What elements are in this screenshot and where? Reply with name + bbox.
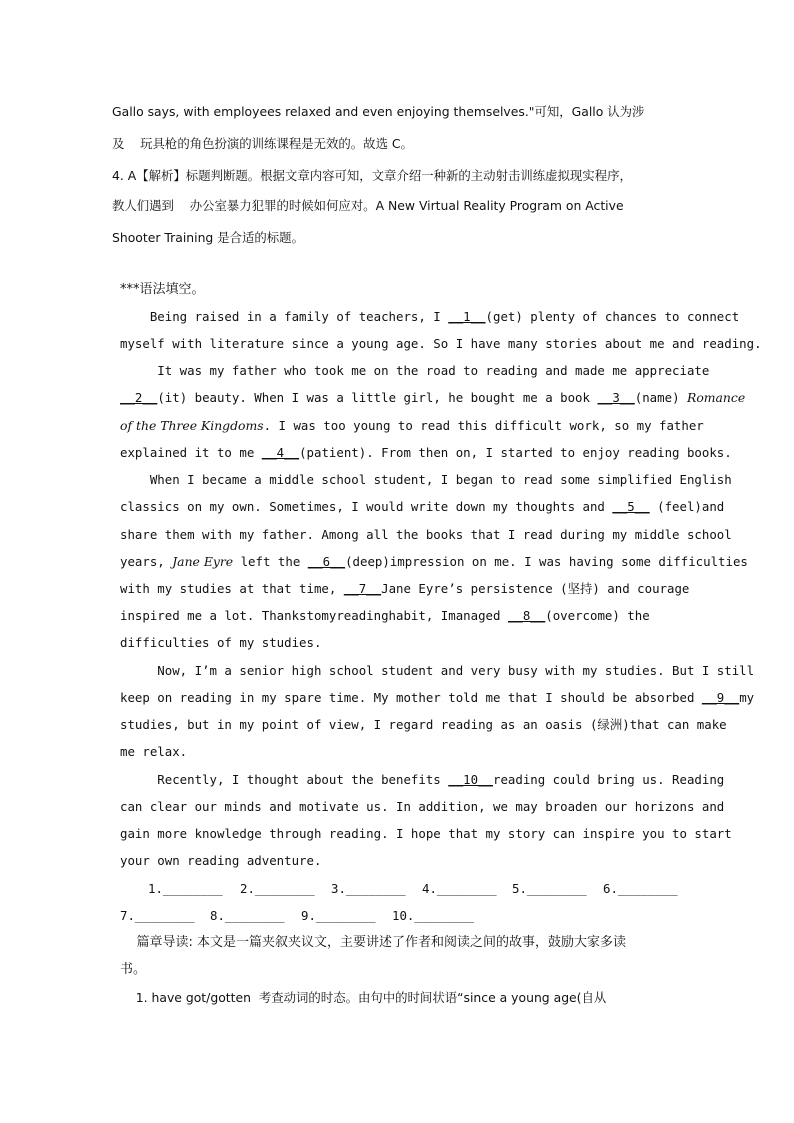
text-run: classics on my own. Sometimes, I would write down my thoughts and — [120, 499, 613, 514]
text-run: left the — [233, 554, 308, 569]
text-run: (patient). From then on, I started to enjoy reading books. — [299, 445, 732, 460]
text-run: Jane Eyre’s persistence (坚持) and courage — [381, 581, 690, 596]
answer-blank-6[interactable]: 6.________ — [603, 881, 678, 896]
passage-line — [120, 554, 748, 570]
answer-blank-2[interactable]: 2.________ — [240, 881, 315, 896]
text-run: (overcome) the — [545, 608, 650, 623]
answer-blank-5[interactable]: 5.________ — [512, 881, 587, 896]
passage-line: difficulties of my studies. — [120, 635, 322, 650]
blank-9: __9__ — [701, 690, 740, 705]
blank-3: __3__ — [597, 390, 635, 405]
answer-blank-1[interactable]: 1.________ — [148, 881, 223, 896]
passage-line — [120, 309, 739, 325]
q4-explanation-line-1: 4. A【解析】标题判断题。根据文章内容可知，文章介绍一种新的主动射击训练虚拟现实程序， — [112, 168, 632, 183]
answer-blank-8[interactable]: 8.________ — [210, 908, 285, 923]
passage-line — [120, 690, 754, 706]
prev-answer-line-2: 及 玩具枪的角色扮演的训练课程是无效的。故选 C。 — [112, 136, 413, 151]
answer-blank-7[interactable]: 7.________ — [120, 908, 195, 923]
passage-line: can clear our minds and motivate us. In addition, we may broaden our horizons and — [120, 799, 725, 814]
blank-2: __2__ — [120, 390, 158, 405]
blank-1: __1__ — [448, 309, 486, 324]
passage-line — [120, 581, 689, 597]
passage-line: studies, but in my point of view, I regard reading as an oasis (绿洲)that can make — [120, 717, 727, 732]
text-run: . I was too young to read this difficult work, so my father — [263, 418, 704, 433]
passage-line — [120, 499, 724, 515]
text-run: years, — [120, 554, 173, 569]
blank-8: __8__ — [507, 608, 546, 623]
answer-blank-4[interactable]: 4.________ — [422, 881, 497, 896]
answer-blank-3[interactable]: 3.________ — [331, 881, 406, 896]
text-run: with my studies at that time, — [120, 581, 344, 596]
prev-answer-line-1: Gallo says, with employees relaxed and even enjoying themselves."可知，Gallo 认为涉 — [112, 104, 645, 119]
q4-explanation-line-3: Shooter Training 是合适的标题。 — [112, 230, 304, 245]
passage-line: myself with literature since a young age. So I have many stories about me and reading. — [120, 336, 762, 351]
passage-line — [120, 445, 732, 461]
book-title: Romance — [686, 390, 746, 405]
passage-line: It was my father who took me on the road to reading and made me appreciate — [120, 363, 710, 378]
passage-line: your own reading adventure. — [120, 853, 322, 868]
passage-line: share them with my father. Among all the books that I read during my middle school — [120, 527, 732, 542]
answer-blank-10[interactable]: 10.________ — [392, 908, 475, 923]
text-run: Being raised in a family of teachers, I — [120, 309, 449, 324]
blank-7: __7__ — [343, 581, 382, 596]
blank-10: __10__ — [448, 772, 493, 787]
text-run: my — [739, 690, 755, 705]
passage-line: When I became a middle school student, I began to read some simplified English — [120, 472, 732, 487]
text-run: keep on reading in my spare time. My mother told me that I should be absorbed — [120, 690, 702, 705]
passage-line — [120, 390, 745, 406]
book-title: of the Three Kingdoms — [120, 418, 264, 433]
text-run: (feel)and — [649, 499, 725, 514]
blank-5: __5__ — [612, 499, 650, 514]
text-run: (it) beauty. When I was a little girl, he bought me a book — [157, 390, 598, 405]
guide-line-1: 篇章导读: 本文是一篇夹叙夹议文，主要讲述了作者和阅读之间的故事，鼓励大家多读 — [120, 935, 627, 950]
text-run: reading could bring us. Reading — [493, 772, 725, 787]
section-title: ***语法填空。 — [120, 282, 205, 297]
text-run: inspired me a lot. Thankstomyreadinghabit, Imanaged — [120, 608, 508, 623]
book-title: Jane Eyre — [172, 554, 234, 569]
passage-line: Now, I’m a senior high school student and very busy with my studies. But I still — [120, 663, 755, 678]
passage-line — [120, 418, 704, 434]
blank-4: __4__ — [261, 445, 300, 460]
q4-explanation-line-2: 教人们遇到 办公室暴力犯罪的时候如何应对。A New Virtual Reality Program on Active — [112, 198, 624, 213]
text-run: (get) plenty of chances to connect — [485, 309, 740, 324]
answer-blank-9[interactable]: 9.________ — [301, 908, 376, 923]
guide-line-2: 书。 — [120, 962, 147, 977]
text-run: (name) — [634, 390, 687, 405]
blank-6: __6__ — [307, 554, 346, 569]
text-run: (deep)impression on me. I was having some difficulties — [345, 554, 748, 569]
passage-line: me relax. — [120, 744, 188, 759]
passage-line: gain more knowledge through reading. I hope that my story can inspire you to start — [120, 826, 732, 841]
answer-explanation-1: 1. have got/gotten 考查动词的时态。由句中的时间状语“since a young age(自从 — [120, 990, 607, 1005]
passage-line — [120, 772, 724, 788]
text-run: explained it to me — [120, 445, 262, 460]
passage-line — [120, 608, 650, 624]
text-run: Recently, I thought about the benefits — [120, 772, 449, 787]
